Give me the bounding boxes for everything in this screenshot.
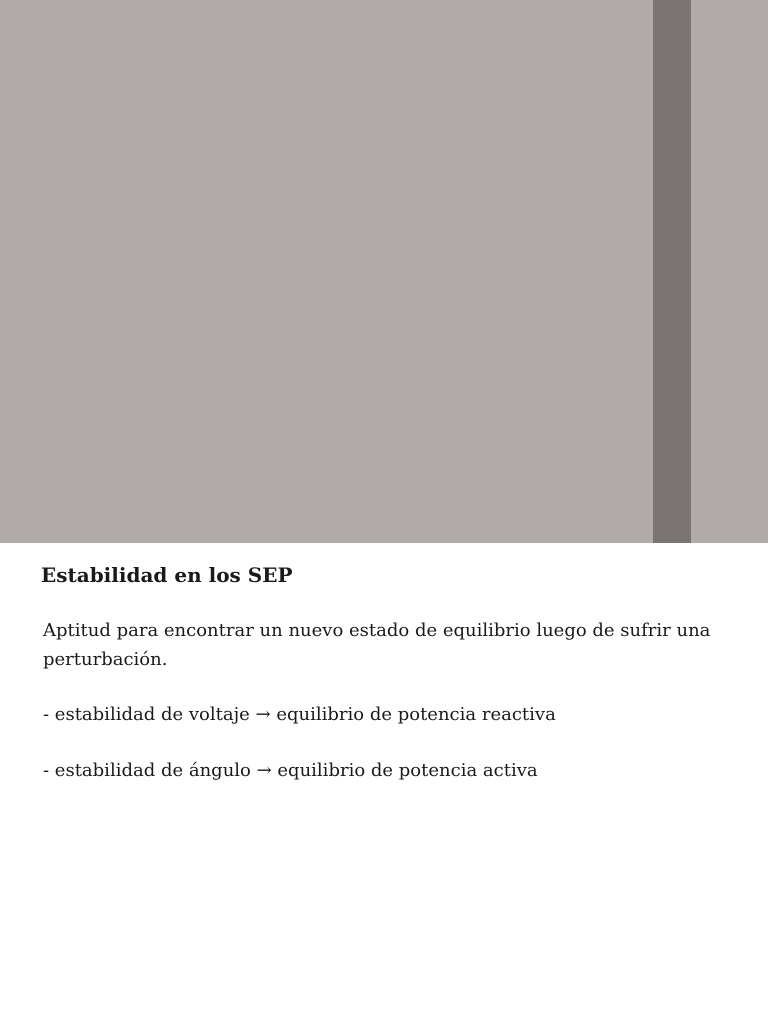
bullet-voltage-stability: - estabilidad de voltaje → equilibrio de potencia reactiva [43, 704, 556, 725]
slide-heading: Estabilidad en los SEP [41, 563, 293, 587]
definition-paragraph: Aptitud para encontrar un nuevo estado de equilibrio luego de sufrir una perturbación. [43, 620, 711, 670]
bullet-angle-stability: - estabilidad de ángulo → equilibrio de potencia activa [43, 760, 538, 781]
banner-stripe [653, 0, 691, 543]
slide-content [41, 560, 731, 785]
